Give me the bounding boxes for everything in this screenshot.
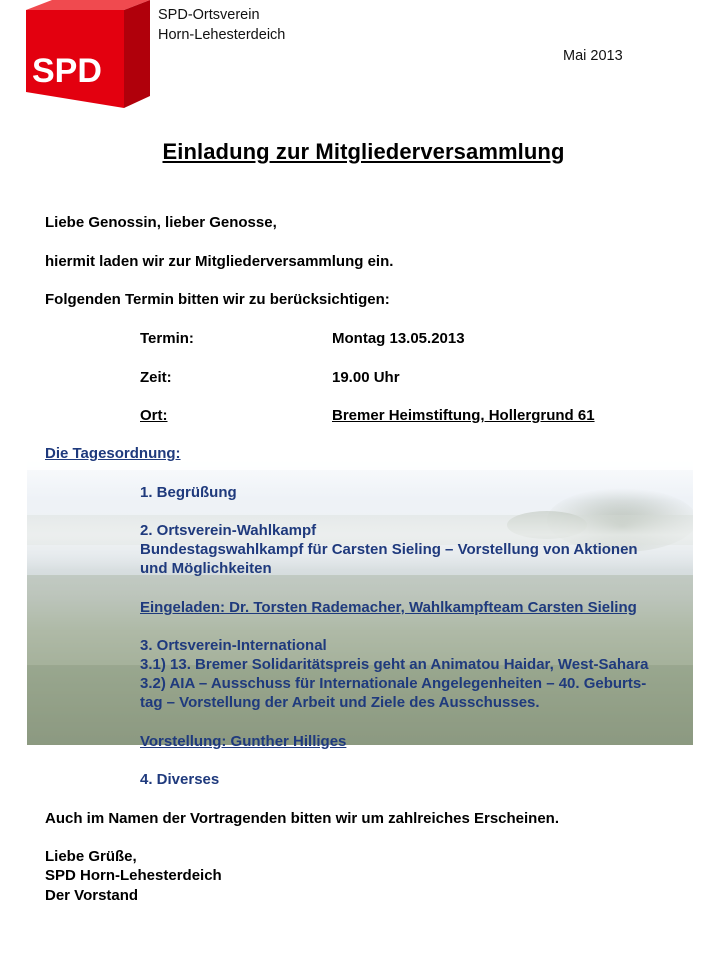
agenda-item-3-guest: Vorstellung: Gunther Hilliges (140, 733, 347, 750)
agenda-item-2-guest: Eingeladen: Dr. Torsten Rademacher, Wahlkampfteam Carsten Sieling (140, 599, 637, 616)
org-name-line1: SPD-Ortsverein (158, 7, 260, 23)
agenda-item-3-line: tag – Vorstellung der Arbeit und Ziele des Ausschusses. (140, 694, 540, 711)
zeit-label: Zeit: (140, 369, 172, 386)
closing-line: Auch im Namen der Vortragenden bitten wir um zahlreiches Erscheinen. (45, 810, 560, 827)
document-date: Mai 2013 (563, 48, 623, 64)
signature-line: Der Vorstand (45, 887, 139, 904)
intro-line-2: Folgenden Termin bitten wir zu berücksichtigen: (45, 291, 390, 308)
spd-logo (26, 0, 150, 108)
agenda-item-4: 4. Diverses (140, 771, 220, 788)
signature-line: SPD Horn-Lehesterdeich (45, 867, 222, 884)
agenda-item-1: 1. Begrüßung (140, 484, 237, 501)
ort-value: Bremer Heimstiftung, Hollergrund 61 (332, 407, 595, 424)
agenda-item-2-line: Bundestagswahlkampf für Carsten Sieling – Vorstellung von Aktionen (140, 541, 638, 558)
zeit-value: 19.00 Uhr (332, 369, 400, 386)
agenda-item-3-title: 3. Ortsverein-International (140, 637, 327, 654)
agenda-heading: Die Tagesordnung: (45, 445, 181, 462)
termin-value: Montag 13.05.2013 (332, 330, 465, 347)
agenda-item-2-title: 2. Ortsverein-Wahlkampf (140, 522, 317, 539)
agenda-item-3-line: 3.1) 13. Bremer Solidaritätspreis geht an Animatou Haidar, West-Sahara (140, 656, 649, 673)
signature-line: Liebe Grüße, (45, 848, 137, 865)
ort-label: Ort: (140, 407, 168, 424)
logo-text: SPD (32, 52, 102, 90)
termin-label: Termin: (140, 330, 194, 347)
agenda-item-3-line: 3.2) AIA – Ausschuss für Internationale Angelegenheiten – 40. Geburts- (140, 675, 647, 692)
org-name-line2: Horn-Lehesterdeich (158, 27, 286, 43)
intro-line: hiermit laden wir zur Mitgliederversammlung ein. (45, 253, 394, 270)
agenda-item-2-line: und Möglichkeiten (140, 560, 272, 577)
document-title: Einladung zur Mitgliederversammlung (162, 139, 565, 164)
greeting: Liebe Genossin, lieber Genosse, (45, 214, 277, 231)
